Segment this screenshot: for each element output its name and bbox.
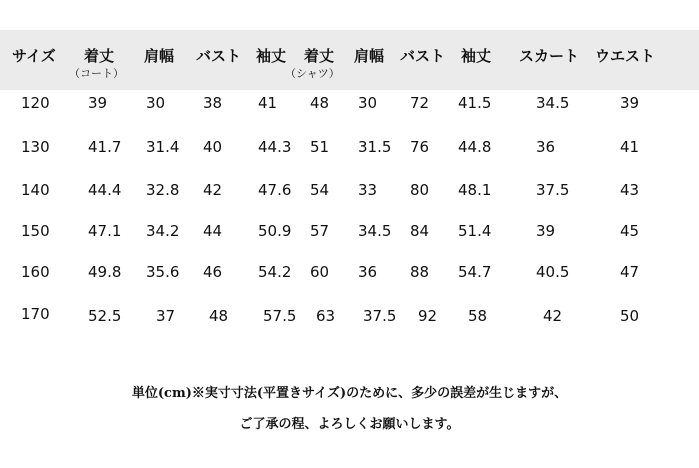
cell: 48 [310, 94, 330, 112]
cell: 30 [146, 94, 166, 112]
cell: 57.5 [263, 307, 297, 325]
cell: 60 [310, 263, 330, 281]
cell: 36 [358, 263, 378, 281]
cell: 41 [258, 94, 278, 112]
cell: 51 [310, 138, 330, 156]
header-bust-1: バスト [196, 47, 242, 65]
cell: 50.9 [258, 222, 292, 240]
cell-size: 120 [21, 94, 50, 112]
cell: 92 [418, 307, 438, 325]
cell-size: 140 [21, 181, 50, 199]
header-shoulder-2: 肩幅 [354, 47, 385, 65]
cell: 40 [203, 138, 223, 156]
cell: 39 [536, 222, 556, 240]
cell: 37.5 [536, 181, 570, 199]
cell: 37 [156, 307, 176, 325]
cell: 43 [620, 181, 640, 199]
cell: 54 [310, 181, 330, 199]
cell-size: 160 [21, 263, 50, 281]
cell: 58 [468, 307, 488, 325]
cell: 39 [620, 94, 640, 112]
cell: 41 [620, 138, 640, 156]
cell: 41.5 [458, 94, 492, 112]
cell: 41.7 [88, 138, 122, 156]
cell: 52.5 [88, 307, 122, 325]
cell: 57 [310, 222, 330, 240]
cell: 31.5 [358, 138, 392, 156]
cell: 31.4 [146, 138, 180, 156]
header-sub-shirt: （シャツ） [285, 67, 340, 80]
cell: 45 [620, 222, 640, 240]
cell: 84 [410, 222, 430, 240]
cell: 49.8 [88, 263, 122, 281]
cell: 30 [358, 94, 378, 112]
cell: 63 [316, 307, 336, 325]
cell: 34.5 [536, 94, 570, 112]
cell: 47.6 [258, 181, 292, 199]
header-skirt: スカート [519, 47, 580, 65]
header-waist: ウエスト [595, 47, 656, 65]
measurement-note-line1: 単位(cm)※実寸寸法(平置きサイズ)のために、多少の誤差が生じますが、 [131, 386, 568, 401]
cell-size: 170 [21, 305, 50, 323]
cell: 88 [410, 263, 430, 281]
header-sleeve-1: 袖丈 [256, 47, 287, 65]
cell: 44.8 [458, 138, 492, 156]
cell: 39 [88, 94, 108, 112]
cell: 36 [536, 138, 556, 156]
cell: 51.4 [458, 222, 492, 240]
cell: 48 [209, 307, 229, 325]
cell: 32.8 [146, 181, 180, 199]
cell: 54.2 [258, 263, 292, 281]
cell: 42 [543, 307, 563, 325]
cell: 47 [620, 263, 640, 281]
header-sub-coat: （コート） [69, 67, 124, 80]
cell: 33 [358, 181, 378, 199]
cell: 76 [410, 138, 430, 156]
cell: 46 [203, 263, 223, 281]
cell: 44.3 [258, 138, 292, 156]
header-coat-length: 着丈 [84, 47, 115, 65]
cell: 35.6 [146, 263, 180, 281]
header-sleeve-2: 袖丈 [461, 47, 492, 65]
cell: 54.7 [458, 263, 492, 281]
cell: 50 [620, 307, 640, 325]
measurement-note-line2: ご了承の程、よろしくお願いします。 [239, 417, 460, 432]
cell: 34.2 [146, 222, 180, 240]
cell: 34.5 [358, 222, 392, 240]
cell: 72 [410, 94, 430, 112]
cell: 38 [203, 94, 223, 112]
cell: 44.4 [88, 181, 122, 199]
cell: 40.5 [536, 263, 570, 281]
cell: 47.1 [88, 222, 122, 240]
header-bust-2: バスト [400, 47, 446, 65]
cell: 44 [203, 222, 223, 240]
cell: 42 [203, 181, 223, 199]
cell-size: 150 [21, 222, 50, 240]
cell: 48.1 [458, 181, 492, 199]
cell: 37.5 [363, 307, 397, 325]
header-shirt-length: 着丈 [304, 47, 335, 65]
header-size: サイズ [12, 47, 56, 65]
cell: 80 [410, 181, 430, 199]
cell-size: 130 [21, 138, 50, 156]
header-shoulder-1: 肩幅 [144, 47, 175, 65]
